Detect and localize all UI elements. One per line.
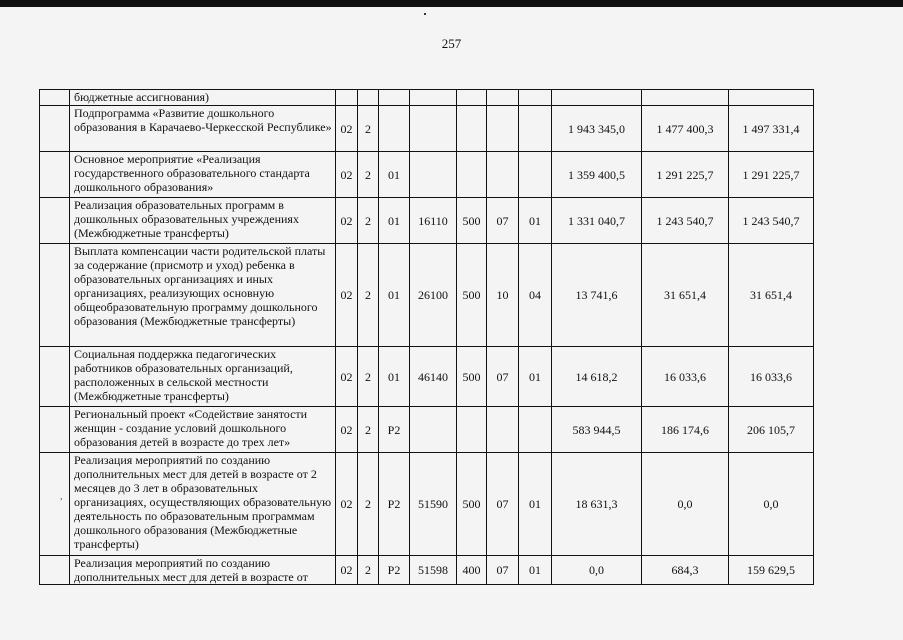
amount-year2: 1 291 225,7	[642, 152, 729, 198]
table-row	[40, 198, 814, 244]
code-dir: 16110	[410, 198, 457, 244]
scan-mark: ,	[60, 491, 63, 502]
code-om	[379, 106, 410, 152]
amount-year1: 14 618,2	[552, 347, 642, 407]
code-pp: 2	[358, 198, 379, 244]
code-dir: 51598	[410, 556, 457, 585]
code-gp: 02	[336, 347, 358, 407]
code-vr	[457, 90, 487, 106]
page-number: 257	[441, 36, 462, 51]
amount-year1: 1 331 040,7	[552, 198, 642, 244]
code-dir	[410, 407, 457, 453]
code-pr: 01	[519, 453, 552, 556]
table-row	[40, 556, 814, 585]
code-rz	[487, 90, 519, 106]
code-vr	[457, 152, 487, 198]
code-pp: 2	[358, 152, 379, 198]
code-rz: 10	[487, 244, 519, 347]
amount-year3: 0,0	[729, 453, 814, 556]
code-om	[379, 90, 410, 106]
code-pp: 2	[358, 453, 379, 556]
code-vr: 500	[457, 453, 487, 556]
code-gp: 02	[336, 152, 358, 198]
row-description: Социальная поддержка педагогических работников образовательных организаций, расположенных в сельской местности (Межбюджетные трансферты)	[70, 347, 336, 407]
amount-year2: 1 477 400,3	[642, 106, 729, 152]
table-row	[40, 244, 814, 347]
amount-year3: 1 291 225,7	[729, 152, 814, 198]
table-row	[40, 347, 814, 407]
row-description: Реализация образовательных программ в дошкольных образовательных учреждениях (Межбюджетные трансферты)	[70, 198, 336, 244]
table-row	[40, 407, 814, 453]
code-dir	[410, 90, 457, 106]
amount-year2: 684,3	[642, 556, 729, 585]
table-row	[40, 90, 814, 106]
code-pr	[519, 152, 552, 198]
code-dir: 51590	[410, 453, 457, 556]
code-vr	[457, 407, 487, 453]
row-number-cell	[40, 152, 70, 198]
amount-year2: 1 243 540,7	[642, 198, 729, 244]
code-gp	[336, 90, 358, 106]
amount-year3: 31 651,4	[729, 244, 814, 347]
amount-year2: 31 651,4	[642, 244, 729, 347]
code-vr: 500	[457, 244, 487, 347]
amount-year2: 16 033,6	[642, 347, 729, 407]
row-description: Реализация мероприятий по созданию дополнительных мест для детей в возрасте от 2 месяцев до 3 лет в образовательных организациях, осуществляющих образовательную деятельность по образовательным программам дошкольного образования (Межбюджетные трансферты)	[70, 453, 336, 556]
code-vr: 500	[457, 347, 487, 407]
row-description: Реализация мероприятий по созданию дополнительных мест для детей в возрасте от	[70, 556, 336, 585]
amount-year1: 583 944,5	[552, 407, 642, 453]
code-rz	[487, 106, 519, 152]
row-description: Региональный проект «Содействие занятости женщин - создание условий дошкольного образования детей в возрасте до трех лет»	[70, 407, 336, 453]
code-om: 01	[379, 198, 410, 244]
row-description: Выплата компенсации части родительской платы за содержание (присмотр и уход) ребенка в образовательных организациях и иных организациях, реализующих основную общеобразовательную программу дошкольного образования (Межбюджетные трансферты)	[70, 244, 336, 347]
code-dir: 26100	[410, 244, 457, 347]
table-row	[40, 106, 814, 152]
table-row	[40, 453, 814, 556]
amount-year1: 18 631,3	[552, 453, 642, 556]
row-description: Подпрограмма «Развитие дошкольного образования в Карачаево-Черкесской Республике»	[70, 106, 336, 152]
code-rz: 07	[487, 556, 519, 585]
code-vr	[457, 106, 487, 152]
amount-year3: 1 243 540,7	[729, 198, 814, 244]
row-number-cell	[40, 90, 70, 106]
code-pr: 04	[519, 244, 552, 347]
code-om: P2	[379, 453, 410, 556]
row-description: Основное мероприятие «Реализация государственного образовательного стандарта дошкольного образования»	[70, 152, 336, 198]
row-number-cell	[40, 198, 70, 244]
code-gp: 02	[336, 106, 358, 152]
code-rz	[487, 152, 519, 198]
code-gp: 02	[336, 556, 358, 585]
code-pr	[519, 106, 552, 152]
code-pr: 01	[519, 198, 552, 244]
code-om: 01	[379, 347, 410, 407]
code-om: 01	[379, 244, 410, 347]
code-gp: 02	[336, 453, 358, 556]
row-number-cell	[40, 106, 70, 152]
amount-year2	[642, 90, 729, 106]
code-dir: 46140	[410, 347, 457, 407]
amount-year2: 186 174,6	[642, 407, 729, 453]
budget-table	[39, 89, 814, 585]
amount-year2: 0,0	[642, 453, 729, 556]
row-number-cell	[40, 407, 70, 453]
amount-year1	[552, 90, 642, 106]
code-om: P2	[379, 407, 410, 453]
amount-year1: 1 359 400,5	[552, 152, 642, 198]
page-top-edge	[0, 0, 903, 7]
amount-year3: 159 629,5	[729, 556, 814, 585]
row-number-cell	[40, 347, 70, 407]
code-pp: 2	[358, 244, 379, 347]
amount-year1: 1 943 345,0	[552, 106, 642, 152]
code-vr: 500	[457, 198, 487, 244]
code-pp: 2	[358, 556, 379, 585]
code-rz: 07	[487, 347, 519, 407]
amount-year1: 0,0	[552, 556, 642, 585]
code-rz	[487, 407, 519, 453]
row-number-cell	[40, 244, 70, 347]
code-vr: 400	[457, 556, 487, 585]
row-number-cell	[40, 556, 70, 585]
code-pr: 01	[519, 347, 552, 407]
row-description: бюджетные ассигнования)	[70, 90, 336, 106]
code-dir	[410, 152, 457, 198]
code-gp: 02	[336, 244, 358, 347]
scan-speck	[424, 13, 426, 15]
amount-year3: 1 497 331,4	[729, 106, 814, 152]
amount-year3	[729, 90, 814, 106]
code-pp: 2	[358, 106, 379, 152]
code-pr	[519, 407, 552, 453]
code-pr	[519, 90, 552, 106]
code-gp: 02	[336, 198, 358, 244]
code-om: P2	[379, 556, 410, 585]
code-pp	[358, 90, 379, 106]
code-rz: 07	[487, 453, 519, 556]
row-number-cell	[40, 453, 70, 556]
code-dir	[410, 106, 457, 152]
amount-year3: 16 033,6	[729, 347, 814, 407]
amount-year3: 206 105,7	[729, 407, 814, 453]
table-row	[40, 152, 814, 198]
code-om: 01	[379, 152, 410, 198]
amount-year1: 13 741,6	[552, 244, 642, 347]
code-gp: 02	[336, 407, 358, 453]
code-rz: 07	[487, 198, 519, 244]
code-pp: 2	[358, 347, 379, 407]
code-pr: 01	[519, 556, 552, 585]
code-pp: 2	[358, 407, 379, 453]
